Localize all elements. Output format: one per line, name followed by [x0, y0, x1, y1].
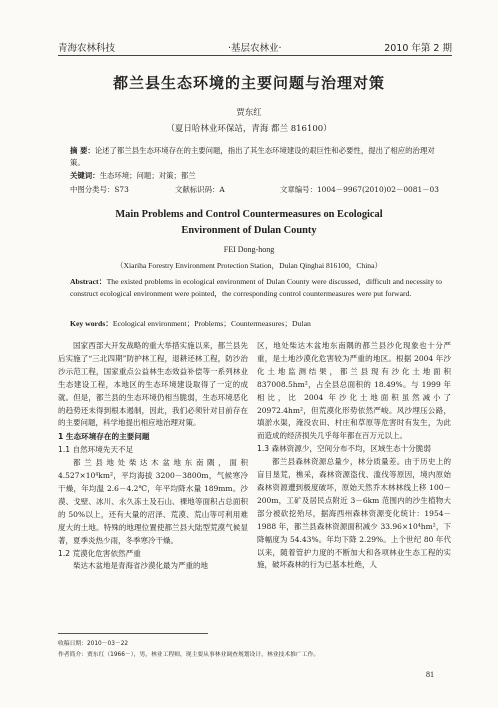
issue-label: 2010 年第 2 期: [384, 43, 452, 54]
subsection-heading: 1.2 荒漠化危害依然严重: [58, 548, 141, 558]
abstract-cn-label: 摘 要：: [70, 146, 95, 155]
english-abstract: [70, 276, 442, 300]
abstract-cn-text: 论述了都兰县生态环境存在的主要问题，指出了其生态环境建设的艰巨性和必要性，提出了相应的治理对策。: [70, 146, 435, 167]
header-rule: [58, 55, 452, 56]
document-code: 文献标识码：A: [175, 185, 225, 194]
body-paragraph: 都兰县森林资源总量少，林分质量差。由于历史上的盲目垦荒，樵采，森林资源盗伐、滥伐等原因，境内原始森林资源遭到极度破坏，原始天然乔木林林线上移 100－200m，工矿及居民点附近 3－6km 范围内的沙生植物大部分被砍挖殆尽，据海西州森林资源变化统计：1954－1988 年，都兰县森林资源面积减少 33.96×10⁴hm²，下降幅度为 54.43%。年均下降 2.29%。上个世纪 80 年代以来，随着管护力度的不断加大和各项林业生态工程的实施，破坏森林的行为已基本杜绝，人: [257, 457, 451, 570]
footnote-rule: [58, 633, 208, 634]
english-affiliation: （Xiariha Forestry Environment Protection Station，Dulan Qinghai 816100，China）: [115, 261, 383, 270]
body-column-right: [257, 340, 451, 572]
footnote-received-date: 收稿日期：2010－03－22: [58, 641, 129, 647]
page-number: 81: [426, 670, 434, 679]
body-paragraph-continued: 区，地处柴达木盆地东南隅的都兰县沙化现象也十分严重，是土地沙漠化危害较为严重的地区。根据 2004 年沙化土地监测结果，都兰县现有沙化土地面积 837008.5hm²，占全县总面积的 18.49%。与 1999 年相比，比 2004 年沙化土地面积虽然减小了 20972.4hm²，但荒漠化形势依然严峻。风沙埋压公路，填淤水渠，淹没农田、村庄和草原等危害时有发生，为此而造成的经济损失几乎每年都在百万元以上。: [257, 341, 451, 441]
clc-number: 中图分类号：S73: [70, 185, 129, 194]
keywords-cn-text: 生态环境；问题；对策；都兰: [99, 171, 196, 180]
body-paragraph: 柴达木盆地是青海省沙漠化最为严重的地: [73, 561, 208, 571]
running-header: [58, 40, 452, 54]
keywords-cn: [70, 170, 196, 181]
journal-name: 青海农林科技: [58, 43, 116, 54]
keywords-cn-label: 关键词：: [70, 171, 100, 180]
abstract-cn: [70, 145, 440, 169]
footnote-author-bio: 作者简介：贾东红（1966－），男，林业工程师，现主要从事林业调查规划设计，林业技术推广工作。: [58, 652, 320, 658]
english-title-line1: Main Problems and Control Countermeasures on Ecological: [115, 209, 383, 220]
subsection-heading: 1.1 自然环境先天不足: [58, 445, 134, 455]
article-title: 都兰县生态环境的主要问题与治理对策: [112, 74, 385, 92]
english-title: [0, 207, 498, 239]
section-heading: 1 生态环境存在的主要问题: [58, 432, 150, 442]
subsection-heading: 1.3 森林资源少，空间分布不均，区域生态十分脆弱: [257, 444, 431, 454]
english-abstract-label: Abstract：: [70, 277, 107, 286]
english-keywords-text: Ecological environment；Problems；Countermeasures；Dulan: [112, 319, 311, 328]
english-author: FEI Dong-hong: [223, 245, 275, 254]
intro-paragraph: 国家西部大开发战略的重大举措实施以来，都兰县先后实施了“三北四期”防护林工程，退耕还林工程，防沙治沙示范工程，国家重点公益林生态效益补偿等一系列林业生态建设工程，本地区的生态环境建设取得了一定的成就。但是，都兰县的生态环境仍相当脆弱，生态环境恶化的趋势还未得到根本遏制，因此，我们必须针对目前存在的主要问题，科学地提出相应地治理对策。: [58, 341, 248, 428]
body-paragraph: 都兰县地处柴达木盆地东南隅，面积 4.527×10⁴km²，平均海拔 3200－3800m，气候寒冷干燥，年均温 2.6－4.2℃，年平均降水量 189mm。沙漠、戈壁、冰川、永久冻土及石山、裸地等面积占总面积的 50%以上，还有大量的沼泽、荒漠、荒山等可利用难度大的土地。特殊的地理位置使都兰县大陆型荒漠气候显著，夏季炎热少雨，冬季寒冷干燥。: [58, 458, 248, 545]
author-affiliation: （夏日哈林业环保站，青海 都兰 816100）: [166, 124, 332, 134]
english-abstract-text: The existed problems in ecological environment of Dulan County were discussed，difficult and necessity to construct ecological environment were pointed，the corresponding control countermeasures were put forward.: [70, 277, 443, 299]
english-title-line2: Environment of Dulan County: [181, 225, 317, 236]
body-column-left: [58, 340, 248, 573]
article-number: 文章编号：1004－9967(2010)02－0081－03: [280, 185, 439, 194]
english-keywords-label: Key words：: [70, 319, 113, 328]
section-name: ·基层农林业·: [228, 43, 282, 54]
english-keywords: [70, 318, 442, 329]
author-name: 贾东红: [236, 108, 262, 118]
